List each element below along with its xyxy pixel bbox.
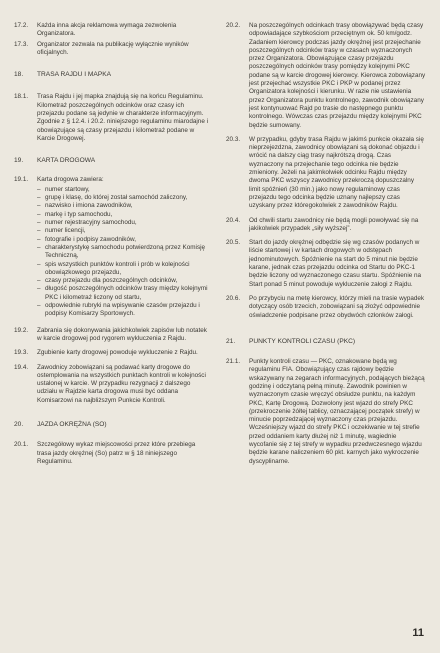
- list-item: – spis wszystkich punktów kontroli i prób w kolejności obowiązkowego przejazdu,: [37, 261, 210, 278]
- section-heading-19: [14, 157, 210, 165]
- paragraph-number: 19.2.: [14, 326, 29, 334]
- list-item-text: fotografie i podpisy zawodników,: [45, 235, 136, 243]
- section-title: KARTA DROGOWA: [37, 157, 96, 165]
- list-item-text: markę i typ samochodu,: [45, 210, 113, 218]
- paragraph-text: Trasa Rajdu i jej mapka znajdują się na końcu Regulaminu. Kilometraż poszczególnych odcinków oraz czasy ich przejazdu podane są jedynie w charakterze informacyjnym. Zgodnie z § 12.4. i 20.2. niniejszego regulaminu miarodajne i obowiązujące są czasy przejazdu i kilometraż podane w Karcie Drogowej.: [37, 93, 209, 142]
- section-number: 19.: [14, 157, 24, 165]
- list-item-text: numer licencji,: [45, 227, 86, 235]
- list-item: – fotografie i podpisy zawodników,: [37, 235, 136, 243]
- paragraph-number: 19.3.: [14, 349, 29, 357]
- paragraph-18-1: [14, 93, 210, 143]
- paragraph-text: Zgubienie karty drogowej powoduje wykluczenie z Rajdu.: [37, 349, 198, 357]
- list-item: – nazwisko i imiona zawodników,: [37, 202, 133, 210]
- paragraph-number: 20.4.: [226, 216, 241, 224]
- paragraph-text: Zabrania się dokonywania jakichkolwiek zapisów lub notatek w karcie drogowej pod rygorem wykluczenia z Rajdu.: [37, 326, 207, 342]
- section-title: PUNKTY KONTROLI CZASU (PKC): [249, 337, 356, 345]
- list-item-text: numer startowy,: [45, 185, 90, 193]
- list-item: – charakterystykę samochodu potwierdzoną przez Komisję Techniczną,: [37, 244, 210, 261]
- paragraph-text: W przypadku, gdyby trasa Rajdu w jakimś punkcie okazała się nieprzejezdzna, zawodnicy obowiązani są dokonać objazdu i wrócić na dalszy ciąg trasy najkrótszą drogą. Czas wyznaczony na przejechanie tego odcinka nie będzie zmieniony. Jeżeli na jakimkolwiek odcinku Rajdu między dwoma PKC wszyscy zawodnicy przekroczą dopuszczalny limit spóźnień (30 min.) jako nowy regulaminowy czas przejazdu tego odcinka będzie uznany najlepszy czas uzyskany przez któregokolwiek z zawodników Rajdu.: [249, 135, 424, 210]
- paragraph-17-2: [14, 22, 210, 39]
- paragraph-number: 20.6.: [226, 294, 241, 302]
- paragraph-number: 17.2.: [14, 22, 29, 29]
- section-heading-18: [14, 71, 210, 79]
- page-number: 11: [412, 627, 424, 639]
- section-title: TRASA RAJDU I MAPKA: [37, 71, 112, 79]
- paragraph-19-4: [14, 364, 210, 405]
- paragraph-text: Zawodnicy zobowiązani są podawać karty drogowe do ostemplowania na wszystkich punktach kontroli w kolejności ustalonej w karcie. W przypadku rezygnacji z dalszego udziału w Rajdzie karta drogowa musi być oddana Komisarzowi na najbliższym Punkcie Kontroli.: [37, 363, 206, 404]
- paragraph-20-2: [226, 22, 426, 130]
- paragraph-text: Punkty kontroli czasu — PKC, oznakowane będą wg regulaminu FIA. Obowiązujący czas rajdowy będzie wskazywany na zegarach informacyjnych, podających bieżącą godzinę i odczytaną pełną minutę. Zawodnik powinien w wyznaczonym czasie wręczyć obsłudze punktu, na każdym PKC, Kartę Drogową. Dozwolony jest wjazd do strefy PKC (przekroczenie żółtej tablicy, oznaczającej początek strefy) w minucie poprzedzającej wyznaczony czas przejazdu. Wcześniejszy wjazd do strefy PKC i oczekiwanie w tej strefie przed oddaniem karty dłużej niż 1 minutę, wagiednie wycofanie się z tej strefy w wypadku przedwczesnego wjazdu będzie karane naliczeniem 60 pkt. karnych jako wykroczenie dyscyplinarne.: [249, 358, 425, 465]
- paragraph-number: 20.2.: [226, 22, 241, 29]
- section-number: 21.: [226, 337, 236, 345]
- list-item: – numer licencji,: [37, 227, 86, 235]
- karta-contents-list: [37, 186, 210, 319]
- paragraph-body: [37, 176, 210, 319]
- list-item-text: długość poszczególnych odcinków trasy między kolejnymi PKC i kilometraż liczony od startu,: [45, 285, 208, 301]
- list-item-text: grupę i klasę, do której został samochód zaliczony,: [45, 194, 188, 202]
- section-heading-21: [226, 338, 426, 346]
- left-column: [14, 22, 210, 466]
- paragraph-text: Od chwili startu zawodnicy nie będą mogli powoływać się na jakikolwiek przypadek „siły wyższej”.: [249, 216, 419, 232]
- list-item-text: nazwisko i imiona zawodników,: [45, 202, 133, 210]
- paragraph-number: 19.1.: [14, 175, 29, 183]
- paragraph-20-3: [226, 136, 426, 211]
- list-item: – numer rejestracyjny samochodu,: [37, 219, 137, 227]
- paragraph-text: Start do jazdy okrężnej odbędzie się wg czasów podanych w liście startowej i w kartach drogowych w odstępach jednominutowych. Spóźnienie na start do 5 minut nie będzie karane, jednak czas przejazdu odcinka od Startu do PKC-1 będzie liczony od wyznaczonego czasu startu. Spóźnienie na Start ponad 5 minut powoduje wykluczenie załogi z Rajdu.: [249, 239, 422, 288]
- paragraph-number: 17.3.: [14, 40, 29, 48]
- paragraph-text: Każda inna akcja reklamowa wymaga zezwolenia Organizatora.: [37, 22, 177, 38]
- paragraph-20-5: [226, 239, 426, 289]
- list-item: – markę i typ samochodu,: [37, 210, 113, 218]
- paragraph-text: Po przybyciu na metę kierowcy, którzy mieli na trasie wypadek dotyczący osób trzecich, zobowiązani są złożyć odpowiednie oświadczenie podpisane przez obydwóch członków załogi.: [249, 294, 425, 319]
- paragraph-19-2: [14, 327, 210, 344]
- paragraph-number: 20.3.: [226, 135, 241, 143]
- list-item: – odpowiednie rubryki na wpisywanie czasów przejazdu i podpisy Komisarzy Sportowych.: [37, 302, 210, 319]
- paragraph-number: 19.4.: [14, 363, 29, 371]
- paragraph-number: 20.5.: [226, 239, 241, 247]
- list-item: – długość poszczególnych odcinków trasy między kolejnymi PKC i kilometraż liczony od startu,: [37, 285, 210, 302]
- list-item-text: odpowiednie rubryki na wpisywanie czasów przejazdu i podpisy Komisarzy Sportowych.: [45, 302, 200, 318]
- list-item: – grupę i klasę, do której został samochód zaliczony,: [37, 194, 188, 202]
- paragraph-number: 20.1.: [14, 441, 29, 449]
- paragraph-text: Organizator zezwala na publikację wyłącznie wyników oficjalnych.: [37, 40, 189, 56]
- paragraph-text: Karta drogowa zawiera:: [37, 175, 104, 183]
- paragraph-19-1: [14, 176, 210, 319]
- section-heading-20: [14, 421, 210, 429]
- section-title: JAZDA OKRĘŻNA (SO): [37, 420, 107, 428]
- paragraph-text: Szczegółowy wykaz miejscowości przez które przebiega trasa jazdy okrężnej (So) patrz w § 18 niniejszego Regulaminu.: [37, 441, 196, 465]
- paragraph-21-1: [226, 358, 426, 466]
- paragraph-17-3: [14, 41, 210, 58]
- section-number: 20.: [14, 420, 24, 428]
- list-item: – czasy przejazdu dla poszczególnych odcinków,: [37, 277, 178, 285]
- list-item-text: numer rejestracyjny samochodu,: [45, 219, 137, 227]
- list-item-text: spis wszystkich punktów kontroli i prób w kolejności obowiązkowego przejazdu,: [45, 260, 190, 276]
- paragraph-text: Na poszczególnych odcinkach trasy obowiązywać będą czasy odpowiadające szybkościom przeciętnym ok. 50 km/godz. Zadaniem kierowcy podczas jazdy okrężnej jest przejechanie poszczególnych odcinków trasy w czasach wyznaczonych przez Organizatora. Obowiązujące czasy przejazdu poszczególnych odcinków trasy pomiędzy kolejnymi PKC podane są w karcie drogowej kierowcy. Kierowca zobowiązany jest przejechać wszystkie PKC i PKP w podanej przez Organizatora kolejności i kierunku. W razie nie ustawienia przez Organizatora punktu kontrolnego, zawodnik obowiązany jest kontynuować Rajd po trasie do następnego punktu kontrolnego. Wówczas czas przejazdu między kolejnymi PKC będzie sumowany.: [249, 22, 426, 129]
- list-item: – numer startowy,: [37, 185, 90, 193]
- paragraph-19-3: [14, 349, 210, 357]
- list-item-text: charakterystykę samochodu potwierdzoną przez Komisję Techniczną,: [45, 243, 206, 260]
- section-number: 18.: [14, 71, 24, 79]
- paragraph-20-6: [226, 295, 426, 320]
- paragraph-number: 21.1.: [226, 358, 241, 366]
- paragraph-20-4: [226, 217, 426, 234]
- list-item-text: czasy przejazdu dla poszczególnych odcinków,: [45, 277, 178, 285]
- paragraph-20-1: [14, 441, 210, 466]
- paragraph-number: 18.1.: [14, 93, 29, 101]
- right-column: [226, 22, 426, 466]
